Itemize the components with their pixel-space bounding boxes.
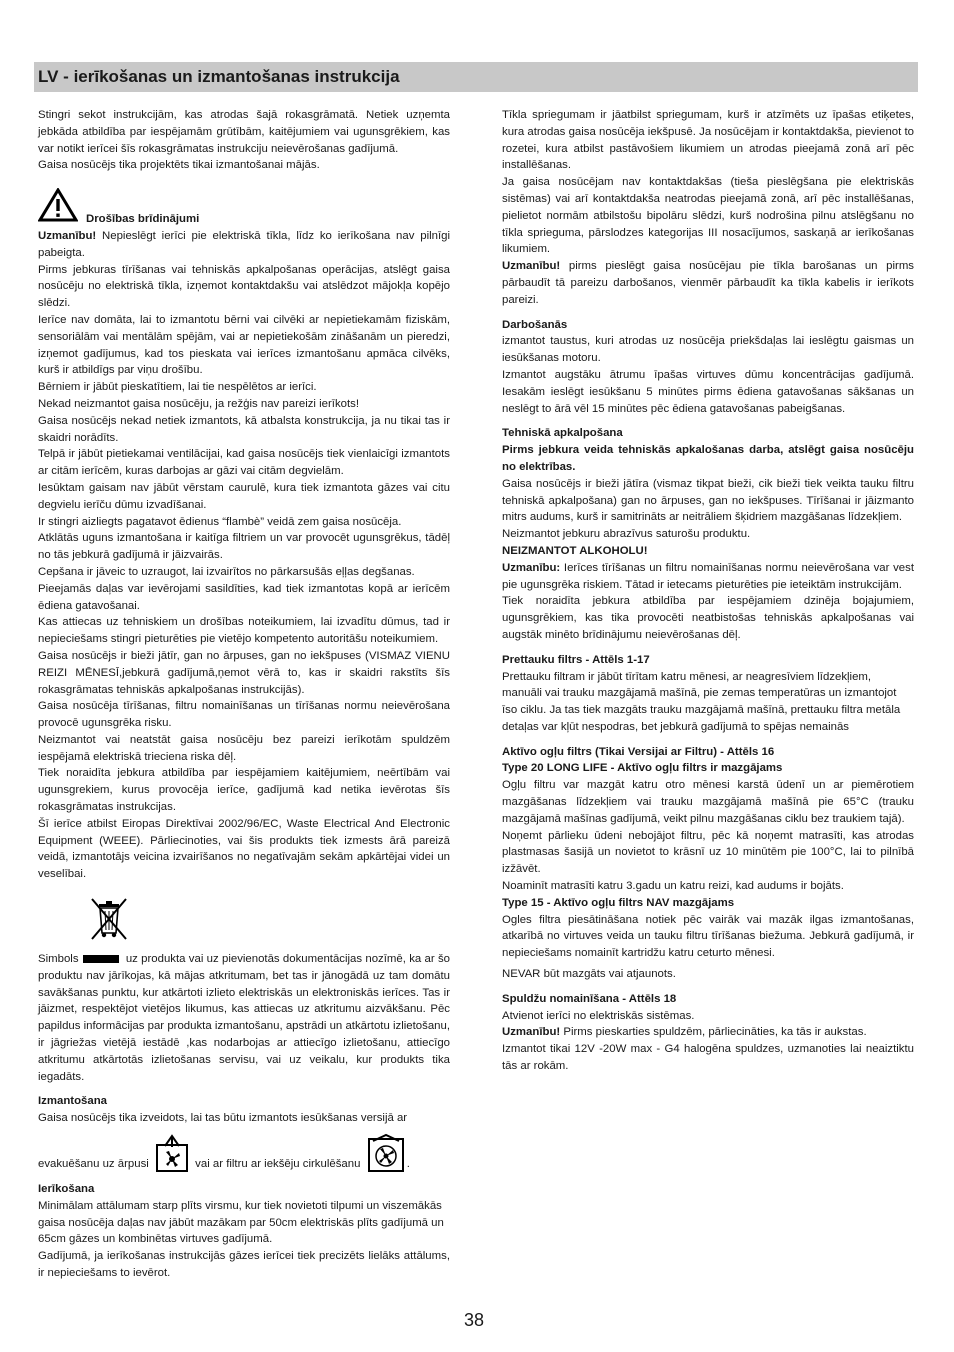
safety-paragraph: Telpā ir jābūt pietiekamai ventilācijai, kad gaisa nosūcējs tiek vienlaicīgi izmantots ar citām ierīcēm, kuras darbojas ar gāzi vai citām degvielām.: [38, 448, 450, 478]
bulb-line: Izmantot tikai 12V -20W max - G4 halogēna spuldzes, uzmanoties lai neaiztiktu tās ar rokām.: [502, 1043, 914, 1073]
page-title: LV - ierīkošanas un izmantošanas instrukcija: [38, 67, 400, 86]
maintenance-paragraph: Neizmantot jebkuru abrazīvus saturošu produktu.: [502, 528, 751, 541]
power-paragraph: Tīkla spriegumam ir jāatbilst spriegumam, kurš ir atzīmēts uz īpašas etiķetes, kura atrodas gaisa nosūcēja iekšpusē. Ja nosūcējam ir kontaktdakša, pievienot to rozetei, kura atbilst pastāvošiem likumiem un atrodas pieejamā zonā arī pēc installēšanas.: [502, 109, 914, 172]
recirculation-icon: [367, 1133, 401, 1173]
safety-paragraph: Ir stingri aizliegts pagatavot ēdienus “flambè” veidā zem gaisa nosūcēja.: [38, 515, 402, 528]
type20-paragraph: Noņemt pārlieku ūdeni nebojājot filtru, pēc kā noņemt matrasīti, kas atrodas plastmasas šasijā un novietot to krāsnī uz 10 minūtēm pie 100°C, lai to pilnībā izžāvēt.: [502, 829, 914, 876]
intro-paragraph: Gaisa nosūcējs tika projektēts tikai izmantošanai mājās.: [38, 159, 320, 172]
safety-paragraph: Pirms jebkuras tīrīšanas vai tehniskās apkalpošanas operācijas, atslēgt gaisa nosūcēju no elektriskā tīkla, izņemot kontaktdakšu vai atslēdzot mājokļa kopējo slēdzi.: [38, 263, 450, 310]
page-number: 38: [464, 1310, 485, 1330]
grease-filter-heading: Prettauku filtrs - Attēls 1-17: [502, 653, 650, 666]
operation-heading: Darbošanās: [502, 318, 568, 331]
safety-heading: Drošības brīdinājumi: [86, 213, 200, 226]
no-alcohol-warning: NEIZMANTOT ALKOHOLU!: [502, 544, 648, 557]
warning-label: Uzmanību!: [38, 229, 97, 242]
maintenance-heading: Tehniskā apkalpošana: [502, 427, 623, 440]
safety-first-paragraph: [38, 228, 450, 262]
power-paragraph: Ja gaisa nosūcējam nav kontaktdakšas (tieša pieslēgšana pie elektriskās sistēmas) vai arī kontaktdakša neatrodas pieejamā zonā, arī pēc installēšanas, pielietot normām atbilstošu bipolāru slēdzi, kurš nodrošina pilnu atslēgšanu no tīkla sprieguma, pārslodzes kategorijas III nosacījumos, saskaņā ar ierīkošanas likumiem.: [502, 176, 914, 256]
right-column: [502, 107, 914, 1075]
safety-paragraph: Neizmantot vai neatstāt gaisa nosūcēju bez pareizi ierīkotām spuldzēm iespējamā elektriskā trieciena riska dēļ.: [38, 733, 450, 763]
install-paragraph: Gadījumā, ja ierīkošanas instrukcijās gāzes ierīcei tiek precizēts lielāks attālums, ir nepieciešams to ievērot.: [38, 1250, 450, 1280]
install-paragraph: Minimālam attālumam starp plīts virsmu, kur tiek novietoti tilpumi un viszemākās gaisa nosūcēja daļas nav jābūt mazākam par 50cm elektriskās plīts gadījumā un 65cm gāzes un kombinētas virtuves gadījumā.: [38, 1199, 444, 1246]
usage-ducted-label: evakuēšanu uz ārpusi: [38, 1158, 149, 1171]
usage-icons-line: [38, 1133, 450, 1173]
maintenance-liability: Tiek noraidīta jebkura atbildība par iespējamiem dzinēja bojajumiem, ugunsgrēkiem, kas tika provocēti neatbistošas tehniskās apkalpošanas vai augstāk minēto brīdinājumu neievērošanas dēļ.: [502, 595, 914, 641]
weee-paragraph: Šī ierīce atbilst Eiropas Direktīvai 2002/96/EC, Waste Electrical And Electronic Equipment (WEEE). Pārliecinoties, vai šis produkts tiek izmests ārā pareizā veidā, izmantotājs veicina izvairīšanos no negatīvajām sekām apkārtējai videi un veselībai.: [38, 817, 450, 881]
grease-filter-paragraph: Prettauku filtram ir jābūt tīrītam katru mēnesi, ar neagresīviem līdzekļiem, manuāli vai trauku mazgājamā mašīnā, pie zemas temperatūras un izmantojot īso ciklu. Ja tas tiek mazgāts trauku mazgājamā mašīnā, prettauku filtra metāla detaļas var kļūt nespodras, bet jebkurā gadījumā to spējas nemainās: [502, 670, 901, 733]
usage-recirculation-label: vai ar filtru ar iekšēju cirkulēšanu: [195, 1158, 361, 1171]
operation-paragraph: Izmantot augstāku ātrumu īpašas virtuves dūmu koncentrācijas gadījumā. Iesakām ieslēgt iesūkšanu 5 minūtes pirms ēdiena gatavošanas sākšanas un neslēgt to ārā vēl 15 minūtes pēc ēdiena gatavošanas pabeigšanas.: [502, 368, 914, 415]
safety-first-text: Nepieslēgt ierīci pie elektriskā tīkla, līdz ko ierīkošana nav pilnīgi pabeigta.: [38, 229, 450, 259]
safety-paragraph: Gaisa nosūcēja tīrīšanas, filtru nomainīšanas un tīrīšanas normu neievērošana provocē ugunsgrēka risku.: [38, 700, 450, 730]
safety-paragraph: Bērniem ir jābūt pieskatītiem, lai tie nespēlētos ar ierīci.: [38, 381, 317, 394]
warning-label: Uzmanību:: [502, 561, 561, 574]
safety-paragraph: Iesūktam gaisam nav jābūt vērstam caurulē, kura tiek izmantota gāzes vai citu degvielu ierīču dūmu izvadīšanai.: [38, 481, 450, 511]
warning-label: Uzmanību!: [502, 260, 561, 273]
safety-paragraph: Atklātās uguns izmantošana ir kaitīga filtriem un var provocēt ugunsgrēkus, tādēļ no tās jebkurā gadījumā ir jāizvairās.: [38, 532, 450, 562]
type15-paragraph: Ogles filtra piesātināšana notiek pēc vairāk vai mazāk ilgas izmantošanas, atkarībā no virtuves veida un tauku filtru tīrīšanas biežuma. Jebkurā gadījumā, ir nepieciešams nomainīt kartridžu katru ceturto mēnesi.: [502, 913, 914, 960]
safety-paragraph: Gaisa nosūcējs nekad netiek izmantots, kā atbalsta konstrukcija, ja nu tikai tas ir skaidri norādīts.: [38, 414, 450, 444]
maintenance-warning-text: Ierīces tīrīšanas un filtru nomainīšanas normu neievērošana var vest pie ugunsgrēka riskiem. Tātad ir ietecams pieturēties pie ieteiktām instrukcijām.: [502, 561, 914, 591]
title-bar: [34, 62, 918, 92]
type20-heading: Type 20 LONG LIFE - Aktīvo ogļu filtrs ir mazgājams: [502, 762, 783, 775]
type15-heading: Type 15 - Aktīvo ogļu filtrs NAV mazgājams: [502, 896, 735, 909]
maintenance-warning: [502, 560, 914, 594]
safety-paragraph: Tiek noraidīta jebkura atbildība par iespējamiem kaitējumiem, neērtībām vai ugunsgrekiem, kurus provocēja ierīce, gadījumā kad netika ievērotas šīs rokasgrāmatas instrukcijas.: [38, 767, 450, 814]
maintenance-paragraph: Gaisa nosūcējs ir bieži jātīra (vismaz tikpat bieži, cik bieži tiek veikta tauku filtru tehniskā apkalpošana) gan no ārpuses, gan no iekšpuses. Tīrīšanai ir jāizmanto mitrs audums, kurš ir samitrināts ar neitrāliem šķidriem mazgāšanas līdzekļiem.: [502, 477, 914, 524]
ducted-extraction-icon: [155, 1133, 189, 1173]
safety-paragraph: Kas attiecas uz tehniskiem un drošības noteikumiem, lai izvadītu dūmus, tad ir nepieciešams stingri pieturēties pie vietējo kompetento autoritāšu noteikumiem.: [38, 616, 450, 646]
bulb-warning: [502, 1024, 914, 1041]
bulb-warning-text: Pirms pieskarties spuldzēm, pārliecināties, ka tās ir aukstas.: [560, 1026, 867, 1039]
safety-paragraph: Gaisa nosūcējs ir bieži jātīr, gan no ārpuses, gan no iekšpuses (VISMAZ VIENU REIZI MĒNESĪ,jebkurā gadījumā,ņemot vērā to, kas ir skaidri rakstīts šīs rokasgrāmatas tehniskās apkalpošanas instrukcijās).: [38, 649, 450, 696]
intro-paragraph: Stingri sekot instrukcijām, kas atrodas šajā rokasgrāmatā. Netiek uzņemta jebkāda atbildība par iespējamām grūtībām, kaitējumiem vai ugunsgrēkiem, kas var notikt ierīcei šīs rokasgrāmatas instrukciju neievērošanas gadījumā.: [38, 109, 450, 155]
safety-paragraph: Cepšana ir jāveic to uzraugot, lai izvairītos no pārkarsušās eļļas degšanas.: [38, 565, 415, 578]
left-column: [38, 107, 450, 1282]
type20-paragraph: Ogļu filtru var mazgāt katru otro mēnesi karstā ūdenī un ar piemērotiem mazgāšanas līdzekļiem vai trauku mazgājamā mašīnā pie 65°C (trauku mazgājamā mašīnas gadījumā, veikt pilnu mazgāšanas ciklu bez traukiem tajā).: [502, 779, 914, 825]
usage-line: Gaisa nosūcējs tika izveidots, lai tas būtu izmantots iesūkšanas versijā ar: [38, 1112, 408, 1125]
warning-label: Uzmanību!: [502, 1026, 561, 1039]
type20-paragraph: Noaminīt matrasīti katru 3.gadu un katru reizi, kad audums ir bojāts.: [502, 880, 844, 893]
operation-paragraph: izmantot taustus, kuri atrodas uz nosūcēja priekšdaļas lai ieslēgtu gaismas un iesūkšanas motoru.: [502, 335, 914, 365]
bulb-line: Atvienot ierīci no elektriskās sistēmas.: [502, 1009, 695, 1022]
symbol-text: uz produkta vai uz pievienotās dokumentācijas nozīmē, ka ar šo produktu nav jārīkojas, kā mājas atkritumam, bet tas ir jānogādā uz tam domātu savākšanas punktu, kur atkārtoti izlieto elektriskās un elektroniskās ierīces. Tas ir jāizmet, respektējot vietējos likumus, kas attiecas uz atkritumu aizvākšanu. Pēc papildus informācijas par produkta izmantošanu, apstrādi un atkārtotu izlietošanu, ir jāgriežas vietējā iestādē ,kas nodarbojas ar attiecīgo izlietošanu, attiecīgo atkritumu atkārtotās izlietošanas servisu, vai uz veikalu, kur produkts tika iegadāts.: [38, 953, 450, 1083]
usage-heading: Izmantošana: [38, 1095, 107, 1108]
warning-triangle-icon: [38, 188, 78, 228]
power-warning-text: pirms pieslēgt gaisa nosūcējau pie tīkla barošanas un pirms pārbaudīt tā pareizu darbošanos, vienmēr pārbaudīt ka tīkla kabelis ir ierīkots pareizi.: [502, 260, 914, 306]
safety-heading-row: [38, 188, 450, 228]
power-warning: [502, 258, 914, 308]
carbon-filter-heading: Aktīvo ogļu filtrs (Tikai Versijai ar Filtru) - Attēls 16: [502, 745, 775, 758]
safety-paragraph: Pieejamās daļas var ievērojami sasildīties, kad tiek izmantotas kopā ar ierīcēm ēdiena gatavošanai.: [38, 582, 450, 612]
never-wash-note: NEVAR būt mazgāts vai atjaunots.: [502, 968, 676, 981]
black-bar-symbol-icon: [83, 955, 119, 963]
maintenance-bold-line: Pirms jebkura veida tehniskās apkalošanas darba, atslēgt gaisa nosūcēju no elektrības.: [502, 444, 914, 473]
install-heading: Ierīkošana: [38, 1183, 95, 1196]
symbol-paragraph: [38, 951, 450, 1085]
usage-period: .: [406, 1158, 410, 1171]
symbol-prefix: Simbols: [38, 953, 79, 966]
crossed-bin-icon: [86, 895, 132, 941]
safety-paragraph: Ierīce nav domāta, lai to izmantotu bērni vai cilvēki ar nepietiekamām fiziskām, sensoriālām vai mentālām spējām, vai ar nepietiekošām zināšanām un pieredzi, izņemot gadījumus, kad tos pieskata vai ierīces izmantošanu apmāca cilvēks, kurš ir atbildīgs par viņu drošību.: [38, 313, 450, 377]
bulb-heading: Spuldžu nomainīšana - Attēls 18: [502, 992, 677, 1005]
safety-paragraph: Nekad neizmantot gaisa nosūcēju, ja režģis nav pareizi ierīkots!: [38, 397, 360, 410]
